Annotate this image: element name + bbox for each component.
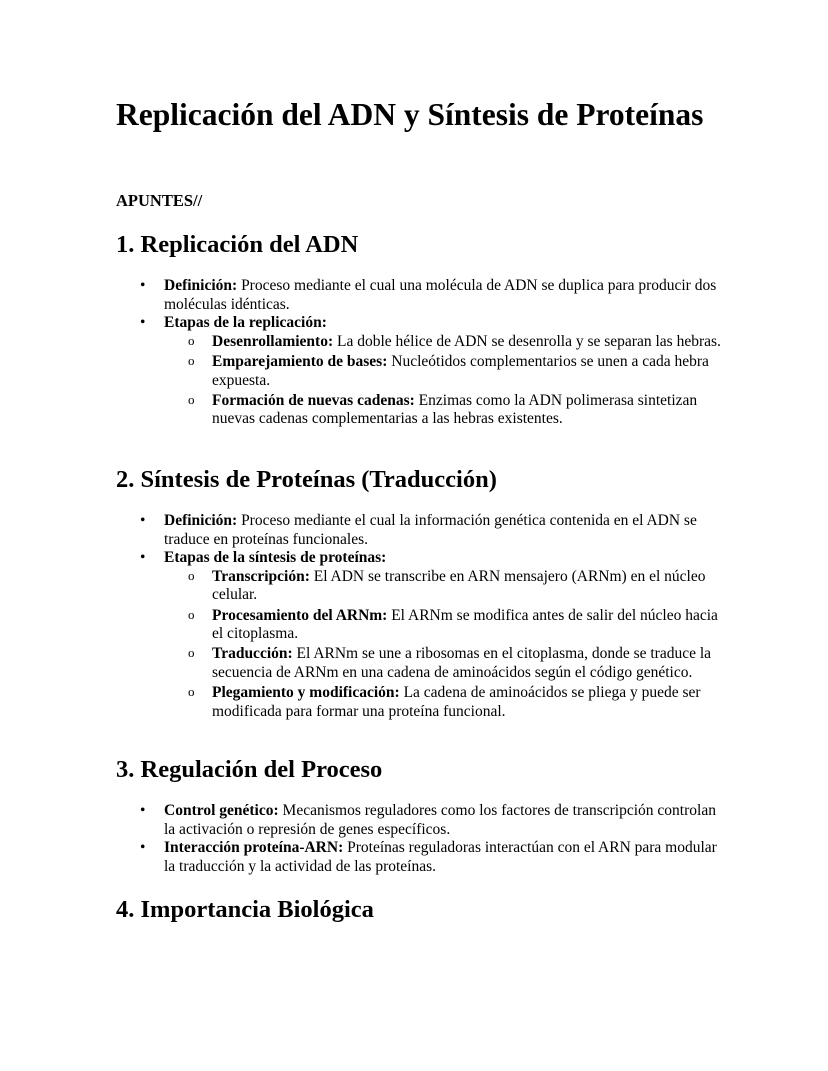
sublist-item: [212, 333, 724, 352]
sublist-item-term: Desenrollamiento:: [212, 332, 334, 350]
list-item-interaccion: [164, 839, 724, 876]
sublist-item-term: Formación de nuevas cadenas:: [212, 391, 415, 409]
sublist-item-text: La cadena de aminoácidos se pliega y puede ser modificada para formar una proteína funcional.: [212, 684, 701, 720]
sublist-item-term: Traducción:: [212, 645, 293, 663]
sublist-item-text: El ADN se transcribe en ARN mensajero (ARNm) en el núcleo celular.: [212, 567, 706, 604]
sublist-item-text: Enzimas como la ADN polimerasa sintetizan nuevas cadenas complementarias a las hebras existentes.: [212, 391, 698, 428]
list-item-term: Control genético:: [164, 802, 279, 819]
sublist-etapas-replicacion: [212, 333, 724, 429]
sublist-item-text: El ARNm se une a ribosomas en el citoplasma, donde se traduce la secuencia de ARNm en una cadena de aminoácidos según el código genético.: [212, 645, 712, 681]
section-heading-replicacion: 1. Replicación del ADN: [116, 231, 359, 258]
list-item-term: Etapas de la replicación:: [164, 314, 327, 332]
list-item-etapas: [164, 314, 724, 429]
sublist-item: [212, 353, 724, 390]
section-list-replicacion: [164, 277, 724, 429]
section-heading-sintesis: 2. Síntesis de Proteínas (Traducción): [116, 466, 497, 493]
sublist-item-term: Emparejamiento de bases:: [212, 352, 388, 370]
sublist-item-term: Procesamiento del ARNm:: [212, 606, 388, 624]
list-item-etapas: [164, 549, 724, 721]
list-item-term: Definición:: [164, 277, 238, 294]
document-subtitle: APUNTES//: [116, 191, 203, 210]
list-item-term: Definición:: [164, 512, 238, 529]
section-heading-importancia: 4. Importancia Biológica: [116, 896, 374, 923]
sublist-item-text: La doble hélice de ADN se desenrolla y se separan las hebras.: [333, 332, 721, 350]
list-item-definicion: [164, 277, 724, 314]
sublist-item: [212, 568, 724, 605]
list-item-text: Mecanismos reguladores como los factores de transcripción controlan la activación o represión de genes específicos.: [164, 802, 716, 838]
section-heading-regulacion: 3. Regulación del Proceso: [116, 756, 383, 783]
list-item-text: Proceso mediante el cual una molécula de ADN se duplica para producir dos moléculas idénticas.: [164, 277, 717, 313]
sublist-item-text: Nucleótidos complementarios se unen a cada hebra expuesta.: [212, 352, 709, 389]
list-item-term: Interacción proteína-ARN:: [164, 839, 344, 857]
sublist-item: [212, 607, 724, 644]
section-list-regulacion: [164, 802, 724, 876]
section-list-sintesis: [164, 512, 724, 721]
list-item-definicion: [164, 512, 724, 549]
sublist-etapas-sintesis: [212, 568, 724, 722]
sublist-item: [212, 684, 724, 721]
list-item-text: Proteínas reguladoras interactúan con el ARN para modular la traducción y la actividad de las proteínas.: [164, 839, 717, 875]
list-item-text: Proceso mediante el cual la información genética contenida en el ADN se traduce en proteínas funcionales.: [164, 512, 697, 548]
list-item-control-genetico: [164, 802, 724, 839]
sublist-item-term: Transcripción:: [212, 567, 310, 585]
list-item-term: Etapas de la síntesis de proteínas:: [164, 549, 387, 567]
sublist-item-text: El ARNm se modifica antes de salir del núcleo hacia el citoplasma.: [212, 606, 718, 643]
sublist-item-term: Plegamiento y modificación:: [212, 684, 400, 702]
document-title: Replicación del ADN y Síntesis de Proteínas: [116, 97, 704, 132]
sublist-item: [212, 645, 724, 682]
sublist-item: [212, 392, 724, 429]
